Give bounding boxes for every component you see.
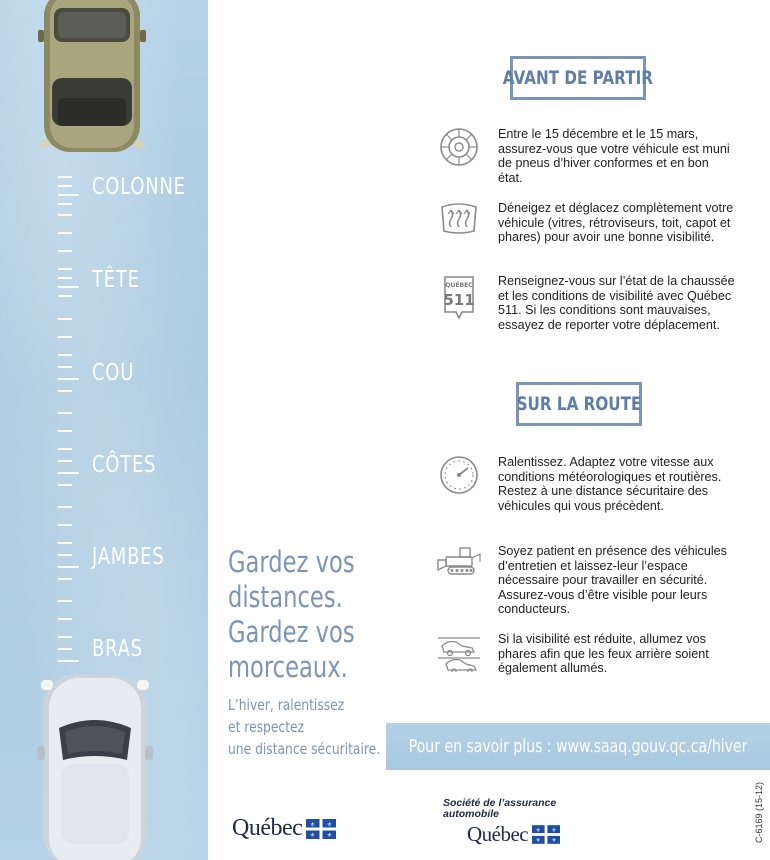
ruler-tick [58, 636, 72, 638]
headline-line: Gardez vos [228, 615, 355, 649]
ruler-tick [58, 378, 79, 380]
ruler-tick [58, 336, 72, 338]
quebec-wordmark: Québec [232, 815, 303, 841]
tip-text: Soyez patient en présence des véhicules d’entretien et laissez-leur l’espace nécessaire pour travailler en sécurité. Assurez-vous d’être visible pour leurs conducteurs. [498, 544, 727, 617]
ruler-tick [58, 194, 79, 196]
subheadline-line: L’hiver, ralentissez [228, 696, 345, 714]
ruler-tick [58, 600, 72, 602]
tip-text: Renseignez-vous sur l’état de la chaussée et les conditions de visibilité avec Québec 511. Si les conditions sont mauvaises, essayez de reporter votre déplacement. [498, 274, 735, 332]
svg-text:⚜: ⚜ [535, 838, 541, 844]
ruler-tick [58, 566, 79, 568]
defrost-icon [438, 201, 480, 237]
quebec-flag-icon [532, 825, 560, 844]
ruler-tick [58, 412, 72, 414]
ruler-label-cotes: CÔTES [92, 452, 157, 478]
quebec-logo [232, 815, 336, 842]
quebec-511-icon [442, 274, 476, 320]
ruler-tick [58, 472, 79, 474]
saaq-quebec-wordmark: Québec [467, 822, 529, 846]
ruler-tick [58, 318, 72, 320]
svg-text:⚜: ⚜ [327, 821, 333, 829]
ruler-label-tete: TÊTE [92, 267, 140, 293]
tip-defrost [436, 201, 736, 245]
headline [228, 545, 368, 685]
ruler-tick [58, 286, 79, 288]
road-strip [0, 0, 208, 860]
more-info-link[interactable]: Pour en savoir plus : www.saaq.gouv.qc.ca/hiver [408, 736, 748, 757]
document-code: C-6169 (15-12) [754, 781, 764, 843]
icon-label: 511 [443, 291, 475, 309]
ruler-label-cou: COU [92, 360, 135, 386]
svg-text:⚜: ⚜ [551, 828, 557, 835]
tip-text: Ralentissez. Adaptez votre vitesse aux conditions météorologiques et routières. [498, 455, 722, 484]
tip-text: Restez à une distance sécuritaire des véhicules qui vous précèdent. [498, 484, 709, 513]
ruler-tick [58, 448, 72, 450]
snowplow-icon [436, 544, 482, 576]
headline-line: morceaux. [228, 650, 348, 684]
ruler-tick [58, 366, 72, 368]
svg-text:⚜: ⚜ [535, 828, 541, 835]
ruler-tick [58, 203, 72, 205]
ruler-tick [58, 176, 72, 178]
ruler-label-jambes: JAMBES [92, 544, 165, 570]
car-bottom-image [37, 668, 153, 860]
section-title-avant-de-partir: AVANT DE PARTIR [510, 56, 646, 100]
saaq-name-line: automobile [443, 808, 500, 820]
tip-text: Si la visibilité est réduite, allumez vos phares afin que les feux arrière soient également allumés. [498, 632, 709, 676]
tip-slow-down [436, 455, 736, 513]
subheadline [228, 694, 384, 760]
speedometer-icon [439, 455, 479, 495]
ruler-tick [58, 295, 72, 297]
ruler-tick [58, 460, 72, 462]
ruler-tick [58, 542, 72, 544]
ruler-tick [58, 250, 72, 252]
svg-text:⚜: ⚜ [310, 821, 316, 829]
tire-icon [439, 127, 479, 167]
ruler-tick [58, 578, 72, 580]
ruler-tick [58, 390, 72, 392]
tip-winter-tires [436, 127, 736, 185]
ruler-tick [58, 277, 72, 279]
svg-text:⚜: ⚜ [551, 838, 557, 844]
subheadline-line: une distance sécuritaire. [228, 740, 381, 758]
headline-line: distances. [228, 580, 343, 614]
saaq-name-line: Société de l’assurance [443, 797, 557, 809]
car-top-image [38, 0, 146, 160]
quebec-flag-icon [306, 819, 336, 839]
tip-quebec-511 [436, 274, 736, 332]
ruler-tick [58, 648, 72, 650]
ruler-tick [58, 232, 72, 234]
subheadline-line: et respectez [228, 718, 305, 736]
ruler-tick [58, 430, 72, 432]
ruler-label-bras: BRAS [92, 636, 143, 662]
svg-text:⚜: ⚜ [327, 831, 333, 839]
section-title-sur-la-route: SUR LA ROUTE [516, 382, 642, 426]
ruler-tick [58, 506, 72, 508]
ruler-tick [58, 660, 79, 662]
low-visibility-icon [436, 632, 482, 672]
ruler-tick [58, 354, 72, 356]
more-info-banner[interactable] [386, 723, 770, 770]
ruler-tick [58, 484, 72, 486]
svg-text:⚜: ⚜ [310, 831, 316, 839]
ruler-tick [58, 214, 72, 216]
ruler-tick [58, 268, 72, 270]
ruler-tick [58, 185, 72, 187]
ruler-tick [58, 618, 72, 620]
icon-label: QUÉBEC [445, 282, 473, 289]
tip-low-visibility [436, 632, 736, 676]
headline-line: Gardez vos [228, 545, 355, 579]
ruler-tick [58, 524, 72, 526]
tip-snowplow [436, 544, 736, 617]
ruler-tick [58, 554, 72, 556]
tip-text: Déneigez et déglacez complètement votre véhicule (vitres, rétroviseurs, toit, capot et phares) pour avoir une bonne visibilité. [498, 201, 734, 245]
tip-text: Entre le 15 décembre et le 15 mars, assurez-vous que votre véhicule est muni de pneus d’hiver conformes et en bon état. [498, 127, 730, 185]
ruler-label-colonne: COLONNE [92, 174, 186, 200]
saaq-logo [443, 798, 560, 847]
